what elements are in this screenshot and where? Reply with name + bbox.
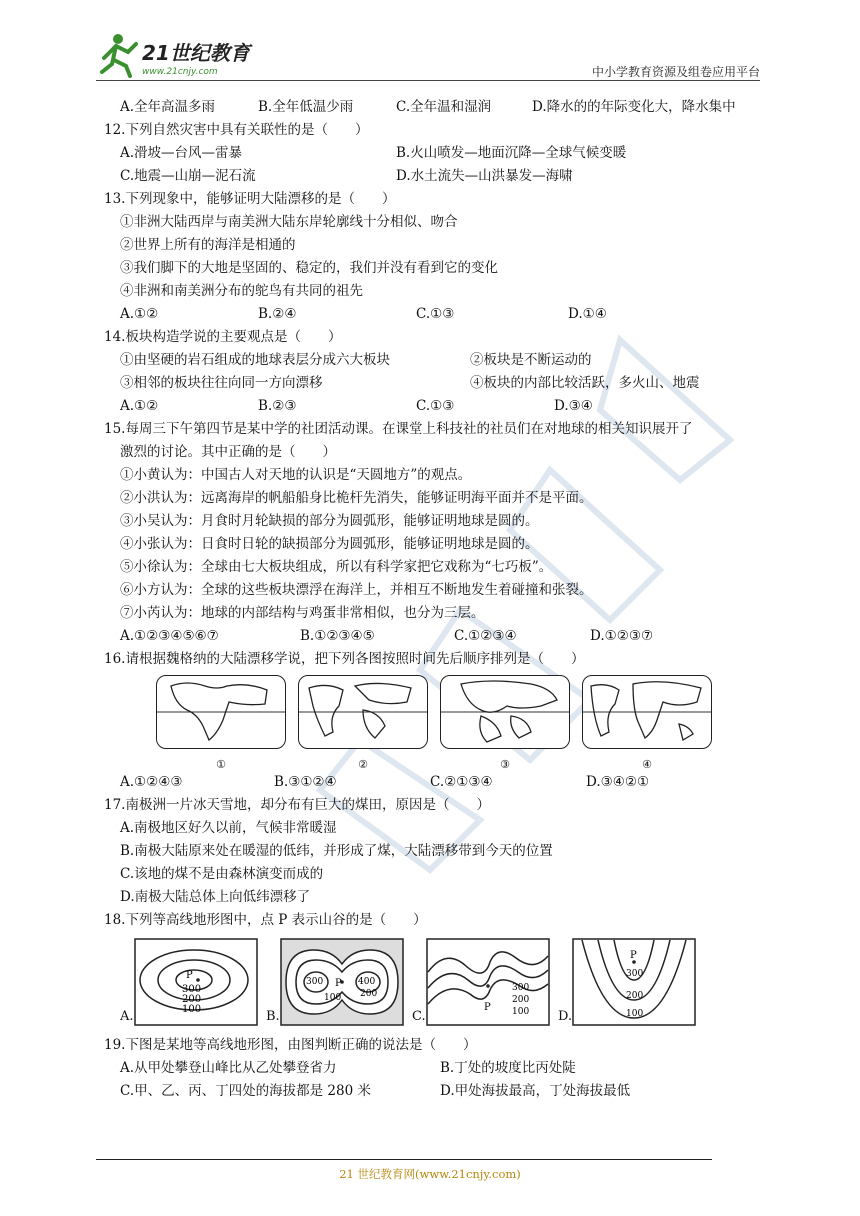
q12-options-row2	[104, 165, 764, 188]
contour-label: P	[630, 950, 637, 961]
q12-option-c: C.地震—山崩—泥石流	[120, 168, 256, 184]
footer-divider	[96, 1159, 712, 1160]
map-label: ①	[216, 758, 226, 771]
svg-text:21世纪教育: 21世纪教育	[142, 41, 250, 65]
contour-label: 100	[512, 1007, 530, 1017]
q19-options-row1	[104, 1057, 764, 1080]
contour-option-label: A.	[120, 1009, 134, 1024]
contour-map-b	[266, 938, 402, 1028]
contour-label: 200	[360, 989, 378, 999]
q14-option-a: A.①②	[120, 398, 159, 414]
header-divider	[96, 80, 760, 81]
q15-item: ①小黄认为：中国古人对天地的认识是“天圆地方”的观点。	[120, 467, 472, 483]
q15-item: ⑥小方认为：全球的这些板块漂浮在海洋上，并相互不断地发生着碰撞和张裂。	[120, 582, 593, 598]
q12-stem: 12.下列自然灾害中具有关联性的是（ ）	[104, 122, 369, 138]
header-platform-text: 中小学教育资源及组卷应用平台	[591, 65, 760, 79]
q17-option-b: B.南极大陆原来处在暖湿的低纬，并形成了煤，大陆漂移带到今天的位置	[120, 843, 553, 859]
site-logo	[96, 30, 266, 80]
contour-label: 400	[358, 977, 376, 987]
q16-option-c: C.②①③④	[430, 774, 493, 790]
svg-text:www.21cnjy.com: www.21cnjy.com	[142, 67, 218, 77]
map-label: ④	[642, 758, 652, 771]
q13-item: ②世界上所有的海洋是相通的	[120, 237, 296, 253]
contour-map-a	[120, 938, 256, 1028]
q15-item: ③小吴认为：月食时月轮缺损的部分为圆弧形，能够证明地球是圆的。	[120, 513, 539, 529]
q16-options	[104, 771, 764, 794]
continental-drift-maps	[156, 675, 764, 753]
q19-stem: 19.下图是某地等高线地形图，由图判断正确的说法是（ ）	[104, 1037, 477, 1053]
contour-label: 300	[512, 983, 530, 993]
q15-options	[104, 625, 764, 648]
q14-option-b: B.②③	[258, 398, 297, 414]
drift-map-3	[440, 675, 570, 749]
q19-options-row2	[104, 1080, 764, 1103]
q11-option-a: A.全年高温多雨	[120, 99, 216, 115]
contour-option-label: C.	[412, 1009, 426, 1024]
contour-label: P	[484, 1002, 491, 1013]
q16-option-d: D.③④②①	[586, 774, 650, 790]
drift-map-2	[298, 675, 428, 749]
contour-label: 200	[626, 991, 644, 1001]
q13-option-d: D.①④	[568, 306, 607, 322]
q15-item: ⑦小芮认为：地球的内部结构与鸡蛋非常相似，也分为三层。	[120, 605, 485, 621]
contour-option-label: B.	[266, 1009, 280, 1024]
drift-map-labels	[156, 753, 764, 771]
q13-option-b: B.②④	[258, 306, 297, 322]
q14-item: ③相邻的板块往往向同一方向漂移	[120, 375, 323, 391]
runner-logo-icon	[96, 30, 266, 80]
q16-option-a: A.①②④③	[120, 774, 183, 790]
q16-stem: 16.请根据魏格纳的大陆漂移学说，把下列各图按照时间先后顺序排列是（ ）	[104, 651, 585, 667]
q11-option-d: D.降水的的年际变化大，降水集中	[532, 99, 736, 115]
q15-stem-cont: 激烈的讨论。其中正确的是（ ）	[120, 444, 336, 460]
exam-content	[104, 96, 764, 1103]
map-label: ②	[358, 758, 368, 771]
q14-items-row1	[104, 349, 764, 372]
q13-option-c: C.①③	[416, 306, 455, 322]
q13-options	[104, 303, 764, 326]
map-label: ③	[500, 758, 510, 771]
footer-link[interactable]: 21 世纪教育网(www.21cnjy.com)	[339, 1167, 521, 1181]
contour-label: P	[335, 978, 342, 989]
q12-option-d: D.水土流失—山洪暴发—海啸	[396, 168, 573, 184]
q14-items-row2	[104, 372, 764, 395]
q19-option-c: C.甲、乙、丙、丁四处的海拔都是 280 米	[120, 1083, 371, 1099]
q12-option-a: A.滑坡—台风—雷暴	[120, 145, 243, 161]
q11-options	[104, 96, 764, 119]
q15-option-a: A.①②③④⑤⑥⑦	[120, 628, 219, 644]
q15-option-b: B.①②③④⑤	[300, 628, 375, 644]
q14-item: ①由坚硬的岩石组成的地球表层分成六大板块	[120, 352, 390, 368]
q14-option-d: D.③④	[554, 398, 593, 414]
contour-option-label: D.	[558, 1009, 573, 1024]
q15-item: ⑤小徐认为：全球由七大板块组成，所以有科学家把它戏称为“七巧板”。	[120, 559, 553, 575]
contour-label: P	[186, 970, 193, 981]
q11-option-b: B.全年低温少雨	[258, 99, 354, 115]
q11-option-c: C.全年温和湿润	[396, 99, 492, 115]
q16-option-b: B.③①②④	[274, 774, 337, 790]
q12-option-b: B.火山喷发—地面沉降—全球气候变暖	[396, 145, 627, 161]
contour-label: 300	[306, 977, 324, 987]
q14-item: ④板块的内部比较活跃，多火山、地震	[470, 375, 700, 391]
contour-label: 200	[182, 994, 202, 1005]
q18-stem: 18.下列等高线地形图中，点 P 表示山谷的是（ ）	[104, 912, 427, 928]
contour-label: 300	[626, 969, 644, 979]
q13-stem: 13.下列现象中，能够证明大陆漂移的是（ ）	[104, 191, 396, 207]
contour-maps	[120, 938, 764, 1034]
q17-option-a: A.南极地区好久以前，气候非常暖湿	[120, 820, 337, 836]
q13-option-a: A.①②	[120, 306, 159, 322]
contour-label: 100	[626, 1009, 644, 1019]
contour-label: 200	[512, 995, 530, 1005]
q15-item: ④小张认为：日食时日轮的缺损部分为圆弧形，能够证明地球是圆的。	[120, 536, 539, 552]
q12-options-row1	[104, 142, 764, 165]
q15-stem: 15.每周三下午第四节是某中学的社团活动课。在课堂上科技社的社员们在对地球的相关知识展开了	[104, 421, 693, 437]
q15-item: ②小洪认为：远离海岸的帆船船身比桅杆先消失，能够证明海平面并不是平面。	[120, 490, 593, 506]
contour-map-d	[558, 938, 694, 1028]
contour-label: 300	[182, 984, 202, 995]
q19-option-a: A.从甲处攀登山峰比从乙处攀登省力	[120, 1060, 337, 1076]
q17-option-d: D.南极大陆总体上向低纬漂移了	[120, 889, 311, 905]
q13-item: ①非洲大陆西岸与南美洲大陆东岸轮廓线十分相似、吻合	[120, 214, 458, 230]
q13-item: ④非洲和南美洲分布的鸵鸟有共同的祖先	[120, 283, 363, 299]
q14-stem: 14.板块构造学说的主要观点是（ ）	[104, 329, 342, 345]
q14-option-c: C.①③	[416, 398, 455, 414]
q19-option-b: B.丁处的坡度比丙处陡	[440, 1060, 576, 1076]
contour-map-c	[412, 938, 548, 1028]
drift-map-1	[156, 675, 286, 749]
q13-item: ③我们脚下的大地是坚固的、稳定的，我们并没有看到它的变化	[120, 260, 498, 276]
q14-options	[104, 395, 764, 418]
q15-option-c: C.①②③④	[454, 628, 517, 644]
contour-label: 100	[182, 1004, 202, 1015]
contour-label: 100	[324, 993, 342, 1003]
q14-item: ②板块是不断运动的	[470, 352, 592, 368]
q15-option-d: D.①②③⑦	[590, 628, 654, 644]
q19-option-d: D.甲处海拔最高，丁处海拔最低	[440, 1083, 631, 1099]
q17-stem: 17.南极洲一片冰天雪地，却分布有巨大的煤田，原因是（ ）	[104, 797, 490, 813]
drift-map-4	[582, 675, 712, 749]
q17-option-c: C.该地的煤不是由森林演变而成的	[120, 866, 324, 882]
